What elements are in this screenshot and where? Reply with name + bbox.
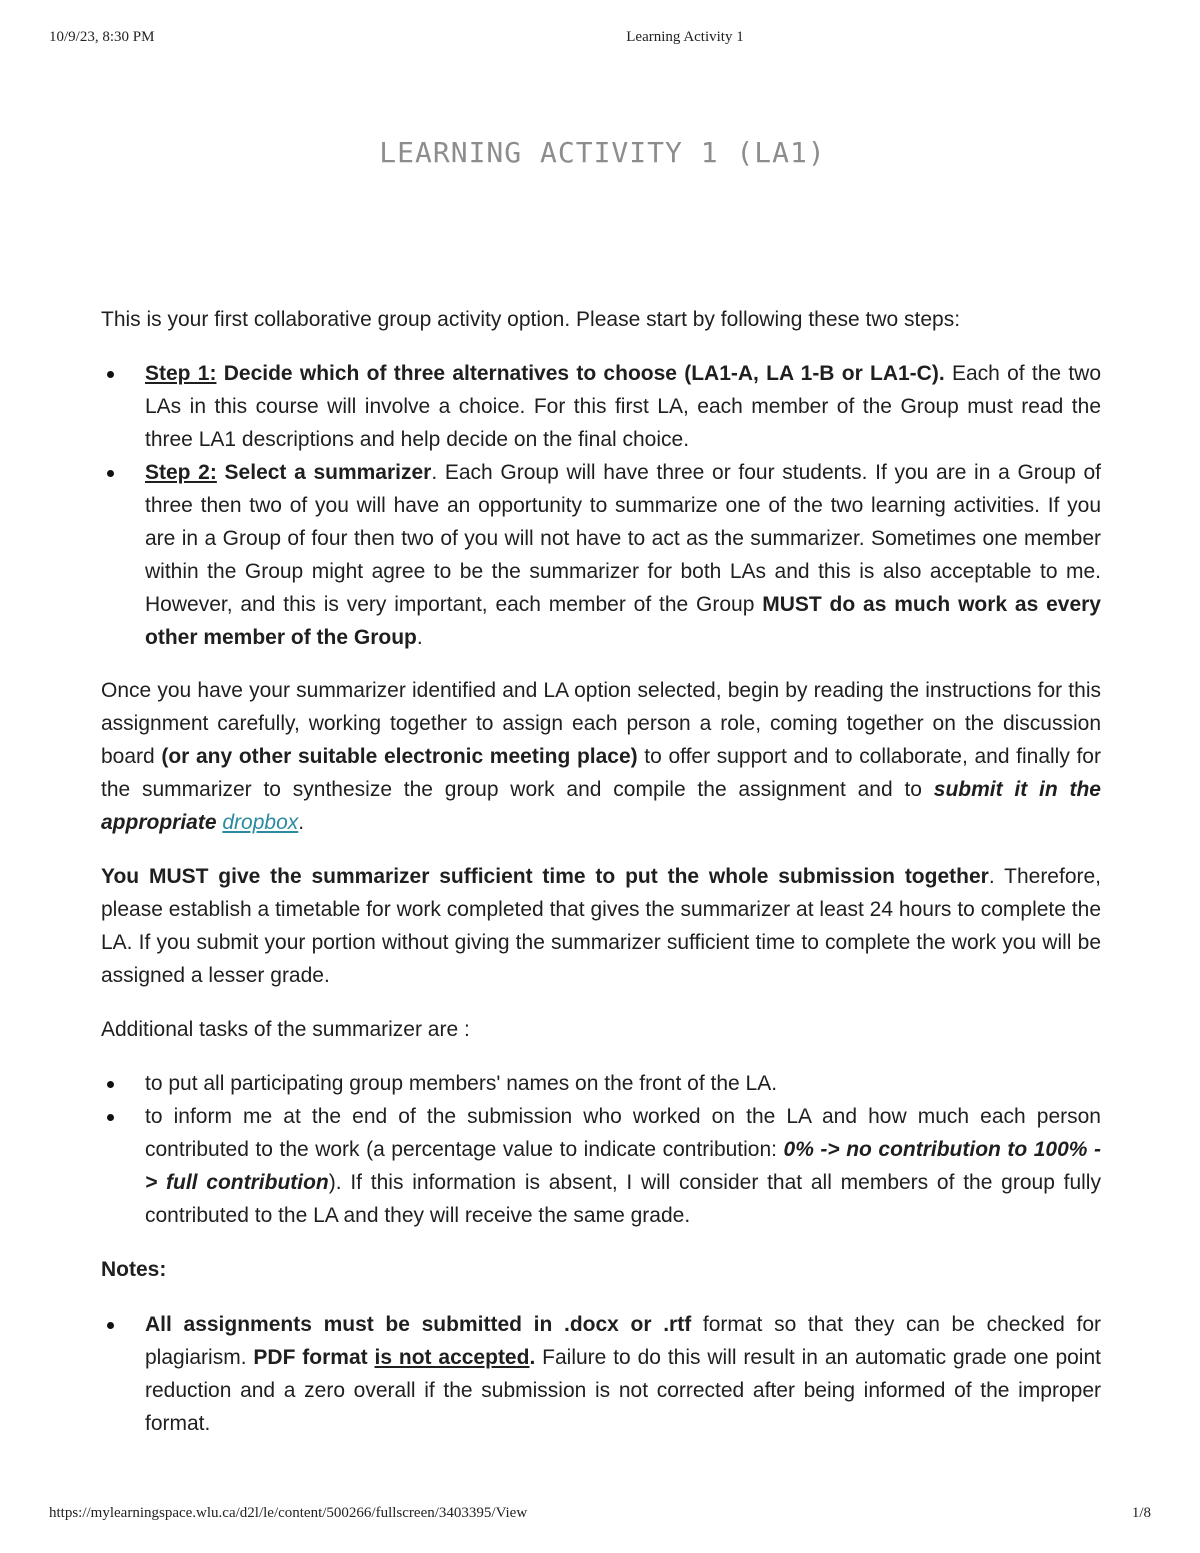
once-bold-italic: submit it in the appropriate xyxy=(101,778,1101,834)
step-2-end: . xyxy=(416,626,423,649)
print-title: Learning Activity 1 xyxy=(626,29,744,45)
notes-heading: Notes: xyxy=(101,1258,167,1281)
print-header xyxy=(0,29,1200,49)
summarizer-paragraph xyxy=(101,674,1101,839)
step-2 xyxy=(145,456,1101,654)
step-1 xyxy=(145,357,1101,456)
note-1-space xyxy=(368,1346,375,1369)
print-page-number: 1/8 xyxy=(1131,1505,1151,1521)
notes-list xyxy=(101,1308,1101,1440)
tasks-list xyxy=(101,1067,1101,1232)
must-bold: You MUST give the summarizer sufficient time to put the whole submission together xyxy=(101,865,989,888)
note-1-bold-end: . xyxy=(529,1346,536,1369)
note-1-bold-2: PDF format xyxy=(253,1346,368,1369)
print-datetime: 10/9/23, 8:30 PM xyxy=(49,29,155,45)
timetable-paragraph xyxy=(101,860,1101,992)
task-1: to put all participating group members' names on the front of the LA. xyxy=(145,1067,1101,1100)
step-1-heading: Decide which of three alternatives to choose (LA1-A, LA 1-B or LA1-C). xyxy=(223,362,945,385)
step-1-label: Step 1: xyxy=(145,362,217,385)
once-text-2: to offer support and to collaborate, and finally for the summarizer to synthesize the group work and compile the assignment and to xyxy=(101,745,1101,801)
document-body xyxy=(101,303,1101,1440)
additional-tasks-heading: Additional tasks of the summarizer are : xyxy=(101,1018,470,1041)
task-2-text-2: ). If this information is absent, I will consider that all members of the group fully contributed to the LA and they will receive the same grade. xyxy=(145,1171,1101,1227)
step-2-text: . Each Group will have three or four students. If you are in a Group of three then two of you will have an opportunity to summarize one of the two learning activities. If you are in a Group of four then two of you will not have to act as the summarizer. Sometimes one member within the Group might agree to be the summarizer for both LAs and this is also acceptable to me. However, and this is very important, each member of the Group xyxy=(145,461,1101,616)
step-2-label: Step 2: xyxy=(145,461,217,484)
step-1-text: Each of the two LAs in this course will involve a choice. For this first LA, each member of the Group must read the three LA1 descriptions and help decide on the final choice. xyxy=(145,362,1101,451)
note-1-text-2: Failure to do this will result in an automatic grade one point reduction and a zero overall if the submission is not corrected after being informed of the improper format. xyxy=(145,1346,1101,1435)
step-2-heading: Select a summarizer xyxy=(224,461,432,484)
note-1-underlined: is not accepted xyxy=(374,1346,530,1369)
once-text-1: Once you have your summarizer identified and LA option selected, begin by reading the instructions for this assignment carefully, working together to assign each person a role, coming together on the discussion board xyxy=(101,679,1101,768)
must-text: . Therefore, please establish a timetable for work completed that gives the summarizer at least 24 hours to complete the LA. If you submit your portion without giving the summarizer sufficient time to complete the work you will be assigned a lesser grade. xyxy=(101,865,1102,987)
page-title: LEARNING ACTIVITY 1 (LA1) xyxy=(379,136,826,169)
intro-paragraph: This is your first collaborative group activity option. Please start by following these two steps: xyxy=(101,308,961,331)
task-2-text-1: to inform me at the end of the submission who worked on the LA and how much each person contributed to the work (a percentage value to indicate contribution: xyxy=(145,1105,1101,1161)
note-1-bold: All assignments must be submitted in .docx or .rtf xyxy=(145,1313,692,1336)
step-2-emphasis: MUST do as much work as every other member of the Group xyxy=(145,593,1101,649)
note-1 xyxy=(145,1308,1101,1440)
task-2-bold-italic: 0% -> no contribution to 100% -> full contribution xyxy=(145,1138,1101,1194)
note-1-text-1: format so that they can be checked for plagiarism. xyxy=(145,1313,1101,1369)
once-bold: (or any other suitable electronic meeting place) xyxy=(161,745,638,768)
dropbox-link[interactable]: dropbox xyxy=(222,811,299,834)
print-url: https://mylearningspace.wlu.ca/d2l/le/content/500266/fullscreen/3403395/View xyxy=(49,1505,528,1521)
steps-list xyxy=(101,357,1101,654)
task-2 xyxy=(145,1100,1101,1232)
once-end: . xyxy=(298,811,305,834)
print-footer xyxy=(0,1505,1200,1525)
